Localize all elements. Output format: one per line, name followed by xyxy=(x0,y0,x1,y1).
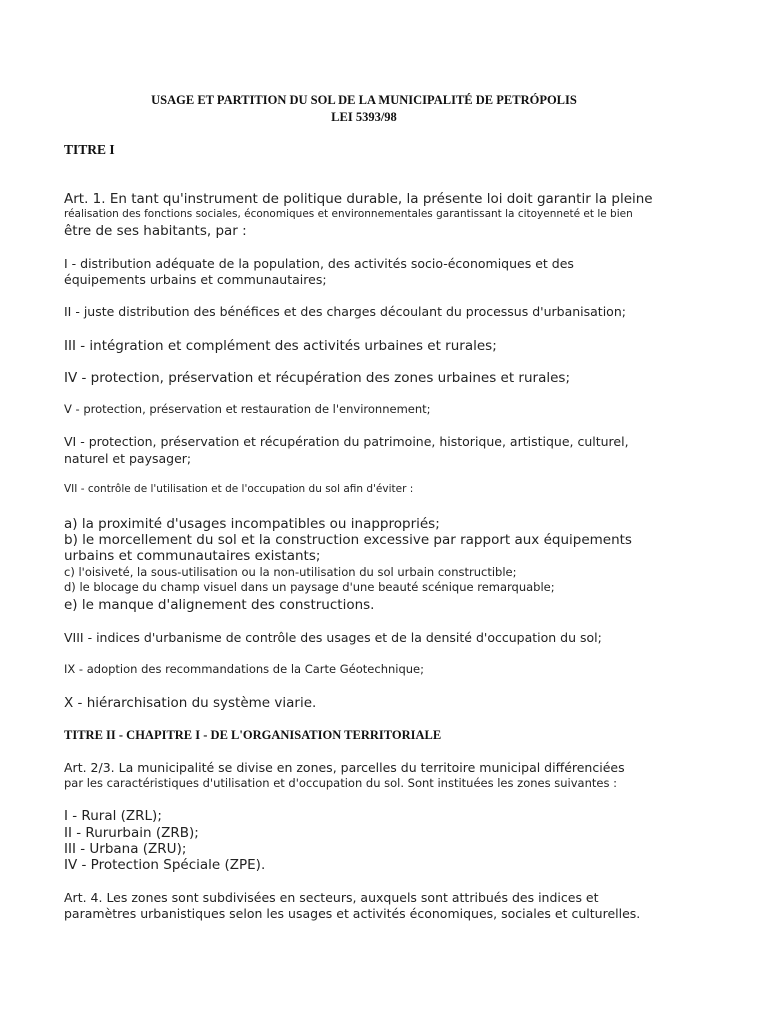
item-e: e) le manque d'alignement des constructions. xyxy=(64,597,375,613)
art23-line1: Art. 2/3. La municipalité se divise en zones, parcelles du territoire municipal différenciées xyxy=(64,760,625,775)
item-c: c) l'oisiveté, la sous-utilisation ou la non-utilisation du sol urbain constructible; xyxy=(64,565,517,579)
art1-line3: être de ses habitants, par : xyxy=(64,223,247,239)
item-b-line2: urbains et communautaires existants; xyxy=(64,548,321,564)
item-x: X - hiérarchisation du système viarie. xyxy=(64,695,317,711)
art4-line1: Art. 4. Les zones sont subdivisées en secteurs, auxquels sont attribués des indices et xyxy=(64,890,599,905)
zone-rural: I - Rural (ZRL); xyxy=(64,808,162,824)
item-v: V - protection, préservation et restauration de l'environnement; xyxy=(64,402,431,416)
item-a: a) la proximité d'usages incompatibles ou inappropriés; xyxy=(64,516,440,532)
law-number: LEI 5393/98 xyxy=(331,110,397,124)
item-ii: II - juste distribution des bénéfices et des charges découlant du processus d'urbanisation; xyxy=(64,304,626,319)
zone-protection-speciale: IV - Protection Spéciale (ZPE). xyxy=(64,857,266,873)
art4-line2: paramètres urbanistiques selon les usages et activités économiques, sociales et culturelles. xyxy=(64,906,641,921)
titre-1-heading: TITRE I xyxy=(64,142,115,157)
titre-2-heading: TITRE II - CHAPITRE I - DE L'ORGANISATION TERRITORIALE xyxy=(64,728,442,742)
art1-line1: Art. 1. En tant qu'instrument de politique durable, la présente loi doit garantir la pleine xyxy=(64,191,653,207)
art1-line2: réalisation des fonctions sociales, économiques et environnementales garantissant la citoyenneté et le bien xyxy=(64,208,633,220)
item-i-line2: équipements urbains et communautaires; xyxy=(64,272,327,287)
item-ix: IX - adoption des recommandations de la Carte Géotechnique; xyxy=(64,662,425,676)
item-b-line1: b) le morcellement du sol et la construction excessive par rapport aux équipements xyxy=(64,532,632,548)
item-iv: IV - protection, préservation et récupération des zones urbaines et rurales; xyxy=(64,370,570,386)
item-i-line1: I - distribution adéquate de la population, des activités socio-économiques et des xyxy=(64,256,574,271)
item-vi-line1: VI - protection, préservation et récupération du patrimoine, historique, artistique, culturel, xyxy=(64,434,629,449)
item-iii: III - intégration et complément des activités urbaines et rurales; xyxy=(64,338,497,354)
art23-line2: par les caractéristiques d'utilisation et d'occupation du sol. Sont instituées les zones suivantes : xyxy=(64,776,617,790)
item-d: d) le blocage du champ visuel dans un paysage d'une beauté scénique remarquable; xyxy=(64,580,555,594)
zone-urbana: III - Urbana (ZRU); xyxy=(64,841,187,857)
item-vi-line2: naturel et paysager; xyxy=(64,451,192,466)
zone-rururbain: II - Rururbain (ZRB); xyxy=(64,825,199,841)
document-title: USAGE ET PARTITION DU SOL DE LA MUNICIPALITÉ DE PETRÓPOLIS xyxy=(151,93,577,107)
item-vii: VII - contrôle de l'utilisation et de l'occupation du sol afin d'éviter : xyxy=(64,483,414,495)
item-viii: VIII - indices d'urbanisme de contrôle des usages et de la densité d'occupation du sol; xyxy=(64,630,602,645)
